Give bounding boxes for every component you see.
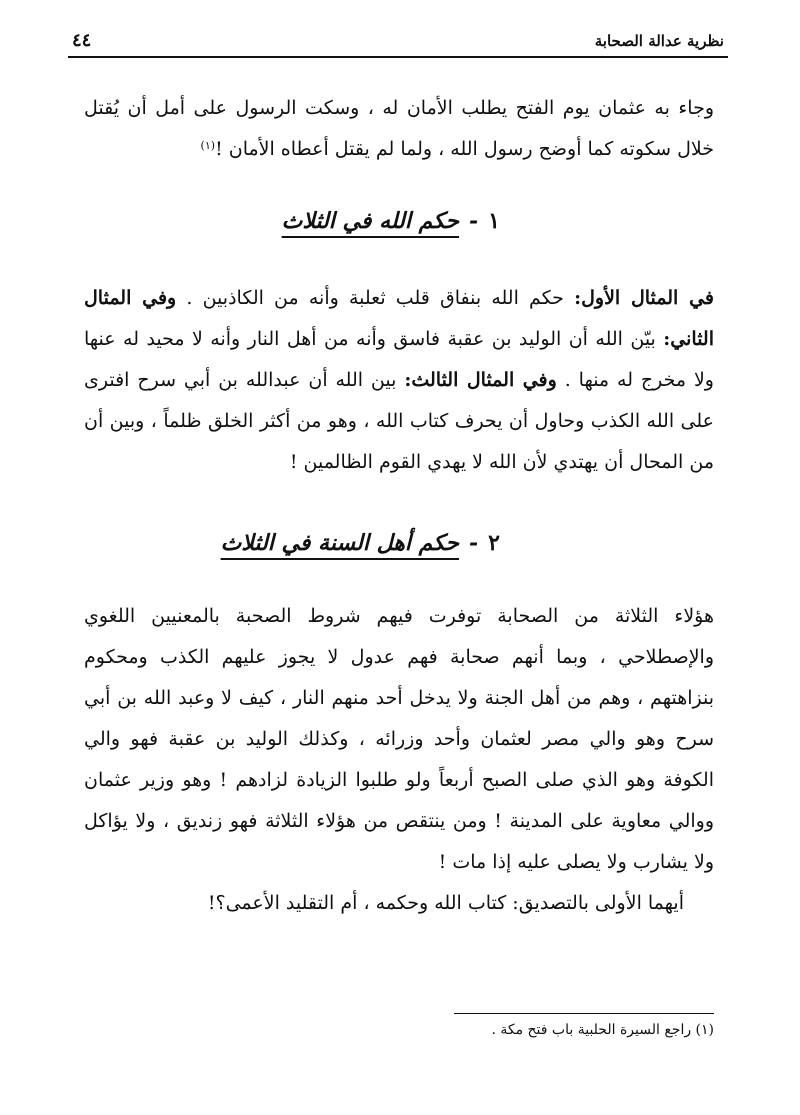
section-heading-2 <box>221 530 500 556</box>
example-1-text: حكم الله بنفاق قلب ثعلبة وأنه من الكاذبين . <box>176 287 575 309</box>
example-2-label: وفي المثال الثاني: <box>84 287 714 350</box>
example-3-text: بين الله أن عبدالله بن أبي سرح افترى على الله الكذب وحاول أن يحرف كتاب الله ، وهو من أكثر الخلق ظلماً ، وبين أن من المحال أن يهتدي لأن الله لا يهدي القوم الظالمين ! <box>84 369 714 473</box>
section-heading-1 <box>282 208 500 234</box>
paragraph-3 <box>84 596 714 924</box>
paragraph-1 <box>84 88 714 170</box>
example-3-label: وفي المثال الثالث: <box>404 369 557 391</box>
closing-question: أيهما الأولى بالتصديق: كتاب الله وحكمه ، أم التقليد الأعمى؟! <box>207 892 684 914</box>
page-number: ٤٤ <box>72 30 92 51</box>
section-separator: - <box>469 530 479 556</box>
section-title: حكم أهل السنة في الثلاث <box>220 530 460 556</box>
paragraph-3-text: هؤلاء الثلاثة من الصحابة توفرت فيهم شروط الصحبة بالمعنيين اللغوي والإصطلاحي ، وبما أنهم صحابة فهم عدول لا يجوز عليهم الكذب ومحكوم بنزاهتهم ، وهم من أهل الجنة ولا يدخل أحد منهم النار ، كيف لا وعبد الله بن أبي سرح وهو والي مصر لعثمان وأحد وزرائه ، وكذلك الوليد بن عقبة فهو والي الكوفة وهو الذي صلى الصبح أربعاً ولو طلبوا الزيادة لزادهم ! وهو وزير عثمان ووالي معاوية على المدينة ! ومن ينتقص من هؤلاء الثلاثة فهو زنديق ، ولا يؤاكل ولا يشارب ولا يصلى عليه إذا مات ! <box>84 605 714 873</box>
footnote-divider <box>454 1013 714 1014</box>
section-number: ٢ <box>488 530 500 556</box>
section-number: ١ <box>488 208 500 234</box>
paragraph-2 <box>84 278 714 483</box>
paragraph-1-text: وجاء به عثمان يوم الفتح يطلب الأمان له ، وسكت الرسول على أمل أن يُقتل خلال سكوته كما أوضح رسول الله ، ولما لم يقتل أعطاه الأمان ! <box>84 97 714 160</box>
book-title: نظرية عدالة الصحابة <box>594 32 724 50</box>
footnote-reference: (١) <box>200 139 216 152</box>
section-title: حكم الله في الثلاث <box>281 208 460 234</box>
example-2-text: بيّن الله أن الوليد بن عقبة فاسق وأنه من أهل النار وأنه لا محيد له عنها ولا مخرج له منها . <box>84 328 714 391</box>
section-separator: - <box>469 208 479 234</box>
running-header <box>68 30 728 58</box>
example-1-label: في المثال الأول: <box>574 287 714 309</box>
footnote: (١) راجع السيرة الحلبية باب فتح مكة . <box>491 1022 714 1038</box>
